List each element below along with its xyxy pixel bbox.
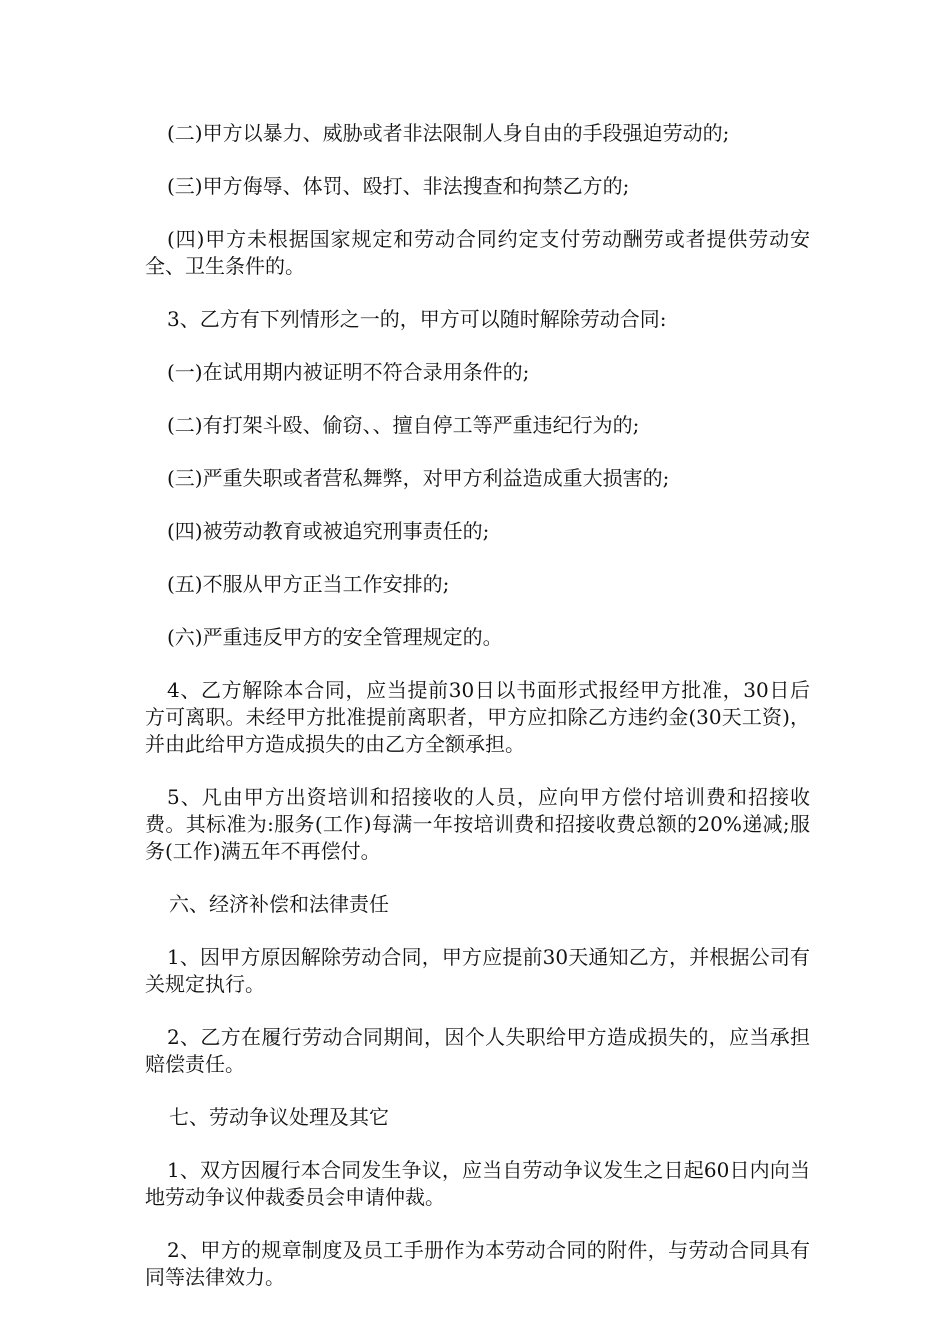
clause-3-item-1: (一)在试用期内被证明不符合录用条件的; <box>167 360 530 384</box>
section-heading-7: 七、劳动争议处理及其它 <box>169 1105 389 1129</box>
clause-5: 5、凡由甲方出资培训和招接收的人员，应向甲方偿付培训费和招接收费。其标准为:服务(工作)每满一年按培训费和招接收费总额的20%递减;服务(工作)满五年不再偿付。 <box>145 785 810 863</box>
clause-4: 4、乙方解除本合同，应当提前30日以书面形式报经甲方批准，30日后方可离职。未经甲方批准提前离职者，甲方应扣除乙方违约金(30天工资)，并由此给甲方造成损失的由乙方全额承担。 <box>145 678 810 756</box>
clause-2-item-2: (二)甲方以暴力、威胁或者非法限制人身自由的手段强迫劳动的; <box>167 121 730 145</box>
clause-2-item-3: (三)甲方侮辱、体罚、殴打、非法搜查和拘禁乙方的; <box>167 174 630 198</box>
section-6-clause-1: 1、因甲方原因解除劳动合同，甲方应提前30天通知乙方，并根据公司有关规定执行。 <box>145 945 810 996</box>
section-7-clause-1: 1、双方因履行本合同发生争议，应当自劳动争议发生之日起60日内向当地劳动争议仲裁委员会申请仲裁。 <box>145 1158 810 1209</box>
clause-3-item-4: (四)被劳动教育或被追究刑事责任的; <box>167 519 490 543</box>
section-heading-6: 六、经济补偿和法律责任 <box>169 892 389 916</box>
document-body <box>145 120 810 1317</box>
clause-2-item-4: (四)甲方未根据国家规定和劳动合同约定支付劳动酬劳或者提供劳动安全、卫生条件的。 <box>145 227 810 278</box>
clause-3-intro: 3、乙方有下列情形之一的，甲方可以随时解除劳动合同: <box>167 307 667 331</box>
clause-3-item-2: (二)有打架斗殴、偷窃、、擅自停工等严重违纪行为的; <box>167 413 640 437</box>
section-6-clause-2: 2、乙方在履行劳动合同期间，因个人失职给甲方造成损失的，应当承担赔偿责任。 <box>145 1025 810 1076</box>
clause-3-item-5: (五)不服从甲方正当工作安排的; <box>167 572 450 596</box>
clause-3-item-3: (三)严重失职或者营私舞弊，对甲方利益造成重大损害的; <box>167 466 670 490</box>
clause-3-item-6: (六)严重违反甲方的安全管理规定的。 <box>167 625 503 649</box>
section-7-clause-2: 2、甲方的规章制度及员工手册作为本劳动合同的附件，与劳动合同具有同等法律效力。 <box>145 1238 810 1289</box>
